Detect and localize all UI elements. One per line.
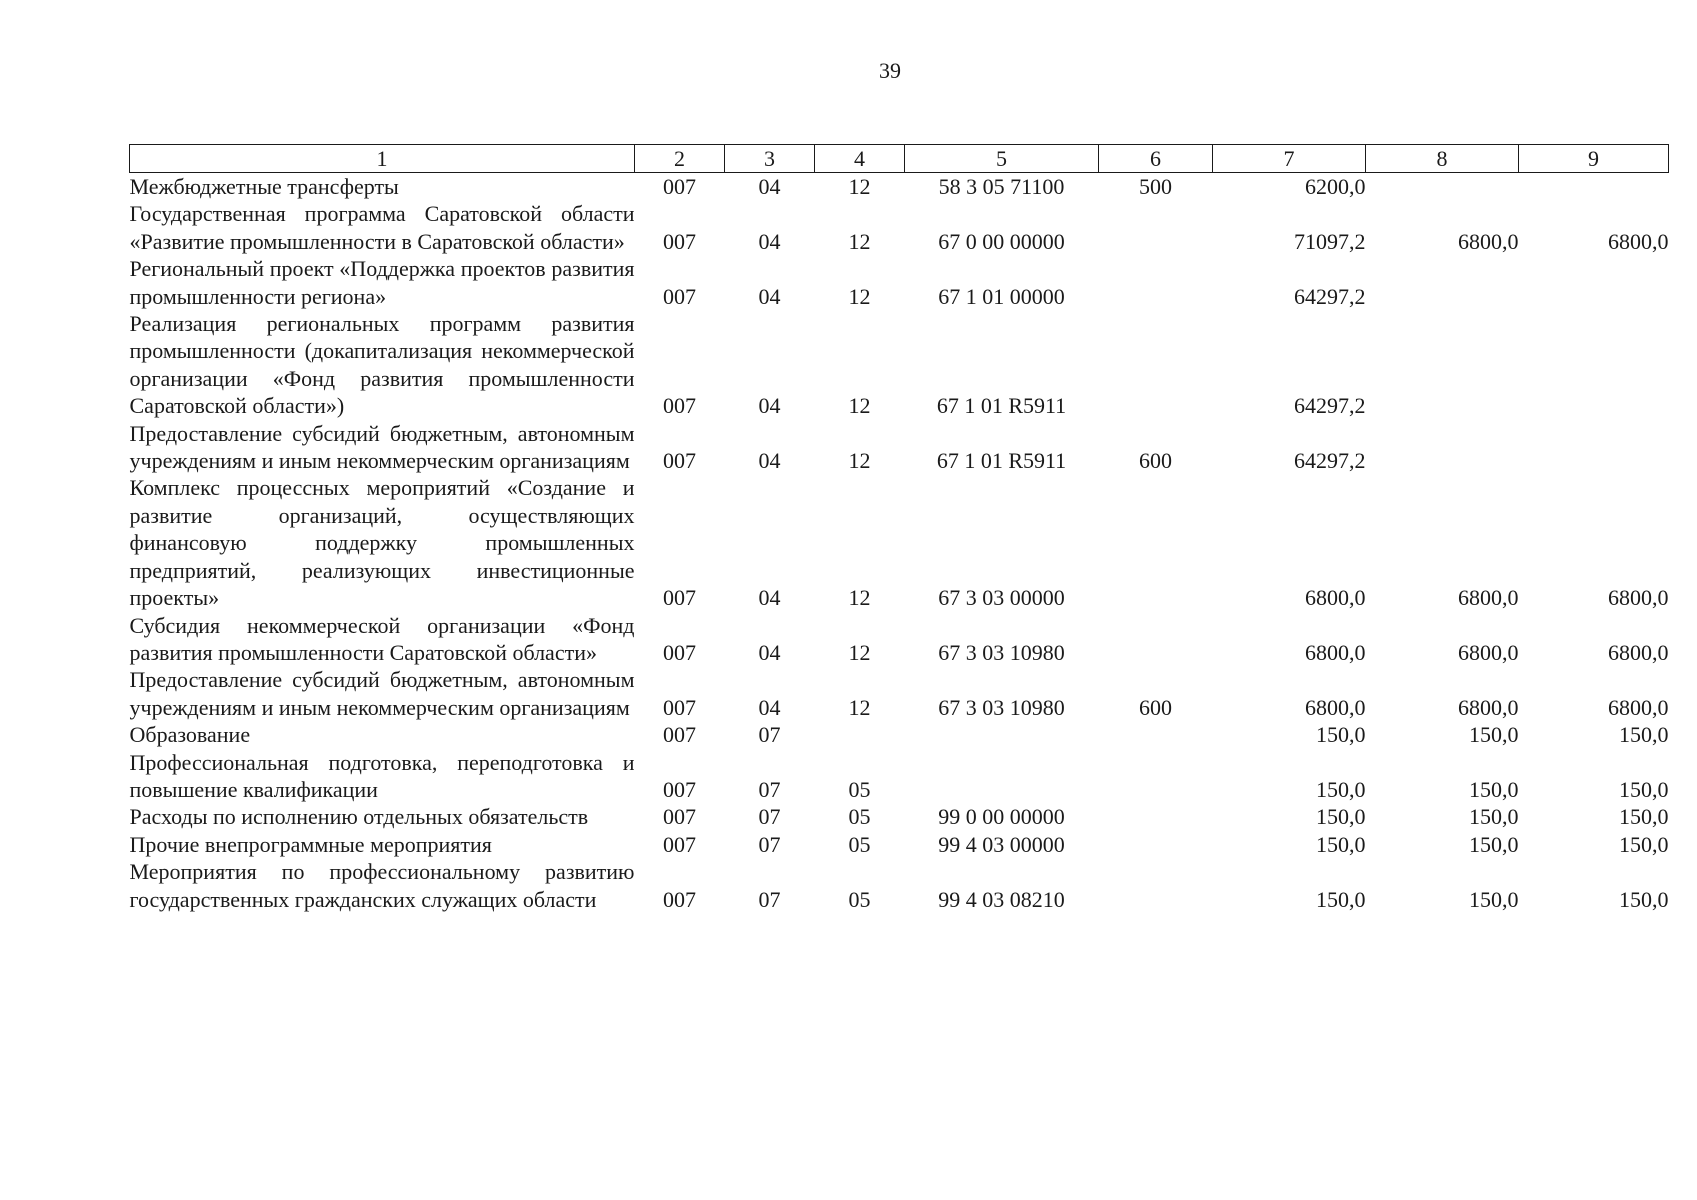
- expense-name: Предоставление субсидий бюджетным, автономным учреждениям и иным некоммерческим организациям: [129, 667, 635, 720]
- table-row: [130, 200, 1669, 255]
- ministry-code: 007: [663, 283, 696, 309]
- ministry-code: 007: [663, 393, 696, 419]
- target-article-code: 99 4 03 00000: [938, 831, 1065, 857]
- table-row: [130, 173, 1669, 201]
- expense-name: Реализация региональных программ развития промышленности (докапитализация некоммерческой организации «Фонд развития промышленности Саратовской области»): [129, 311, 635, 419]
- subsection-code: 12: [848, 448, 871, 474]
- amount-col-9: 150,0: [1619, 804, 1669, 830]
- subsection-code: 12: [848, 694, 871, 720]
- amount-col-8: 150,0: [1469, 722, 1519, 748]
- amount-col-9: 6800,0: [1608, 639, 1669, 665]
- table-row: [130, 474, 1669, 611]
- table-row: [130, 612, 1669, 667]
- amount-col-8: 150,0: [1469, 886, 1519, 912]
- amount-col-8: 6800,0: [1458, 585, 1519, 611]
- target-article-code: 67 3 03 10980: [938, 694, 1065, 720]
- budget-table: [129, 144, 1669, 913]
- expense-type-code: [1099, 255, 1213, 310]
- amount-col-9: 150,0: [1619, 886, 1669, 912]
- amount-col-8: [1366, 310, 1519, 420]
- header-cell: 4: [815, 145, 905, 173]
- amount-col-7: 150,0: [1316, 886, 1366, 912]
- amount-col-7: 6800,0: [1305, 639, 1366, 665]
- target-article-code: 67 1 01 R5911: [936, 448, 1067, 474]
- expense-type-code: [1099, 858, 1213, 913]
- table-row: [130, 749, 1669, 804]
- header-cell: 2: [635, 145, 725, 173]
- section-code: 07: [758, 886, 781, 912]
- ministry-code: 007: [663, 776, 696, 802]
- ministry-code: 007: [663, 694, 696, 720]
- section-code: 07: [758, 831, 781, 857]
- amount-col-9: 6800,0: [1608, 228, 1669, 254]
- target-article-code: 67 0 00 00000: [938, 228, 1065, 254]
- target-article-code: [905, 749, 1099, 804]
- header-cell: 7: [1213, 145, 1366, 173]
- section-code: 04: [758, 283, 781, 309]
- ministry-code: 007: [663, 831, 696, 857]
- table-row: [130, 666, 1669, 721]
- table-row: [130, 310, 1669, 420]
- amount-col-9: 6800,0: [1608, 694, 1669, 720]
- amount-col-8: [1366, 420, 1519, 475]
- amount-col-7: 71097,2: [1294, 228, 1366, 254]
- subsection-code: 12: [848, 228, 871, 254]
- ministry-code: 007: [663, 448, 696, 474]
- expense-name: Профессиональная подготовка, переподготовка и повышение квалификации: [129, 749, 635, 802]
- section-code: 04: [758, 174, 781, 199]
- amount-col-7: 150,0: [1316, 776, 1366, 802]
- ministry-code: 007: [663, 228, 696, 254]
- ministry-code: 007: [663, 585, 696, 611]
- amount-col-9: 150,0: [1619, 722, 1669, 748]
- expense-name: Мероприятия по профессиональному развитию государственных гражданских служащих области: [129, 859, 635, 912]
- expense-type-code: 600: [1139, 694, 1172, 720]
- amount-col-9: [1519, 420, 1669, 475]
- expense-type-code: [1099, 831, 1213, 858]
- header-cell: 3: [725, 145, 815, 173]
- target-article-code: 58 3 05 71100: [938, 174, 1065, 199]
- header-cell: 5: [905, 145, 1099, 173]
- header-cell: 9: [1519, 145, 1669, 173]
- amount-col-8: 150,0: [1469, 776, 1519, 802]
- subsection-code: 12: [848, 283, 871, 309]
- header-cell: 8: [1366, 145, 1519, 173]
- amount-col-7: 64297,2: [1294, 283, 1366, 309]
- expense-name: Комплекс процессных мероприятий «Создание и развитие организаций, осуществляющих финансовую поддержку промышленных предприятий, реализующих инвестиционные проекты»: [129, 475, 635, 611]
- expense-name: Субсидия некоммерческой организации «Фонд развития промышленности Саратовской области»: [129, 612, 635, 665]
- target-article-code: 67 1 01 R5911: [936, 393, 1067, 419]
- amount-col-7: 6800,0: [1305, 694, 1366, 720]
- section-code: 04: [758, 228, 781, 254]
- amount-col-7: 6800,0: [1305, 585, 1366, 611]
- table-row: [130, 803, 1669, 830]
- expense-type-code: [1099, 803, 1213, 830]
- expense-type-code: [1099, 721, 1213, 748]
- amount-col-9: [1519, 310, 1669, 420]
- amount-col-8: 6800,0: [1458, 694, 1519, 720]
- section-code: 07: [758, 722, 781, 748]
- section-code: 04: [758, 585, 781, 611]
- subsection-code: 12: [848, 393, 871, 419]
- subsection-code: [815, 721, 905, 748]
- target-article-code: 99 4 03 08210: [938, 886, 1065, 912]
- amount-col-8: 6800,0: [1458, 639, 1519, 665]
- amount-col-8: 150,0: [1469, 804, 1519, 830]
- amount-col-9: 150,0: [1619, 831, 1669, 857]
- section-code: 07: [758, 804, 781, 830]
- page-number: 39: [879, 58, 901, 83]
- expense-name: Образование: [129, 722, 251, 748]
- table-body: [130, 173, 1669, 913]
- amount-col-9: 150,0: [1619, 776, 1669, 802]
- amount-col-7: 150,0: [1316, 804, 1366, 830]
- table-row: [130, 255, 1669, 310]
- target-article-code: 99 0 00 00000: [938, 804, 1065, 830]
- header-row: [130, 145, 1669, 173]
- amount-col-8: [1366, 173, 1519, 201]
- subsection-code: 05: [848, 776, 871, 802]
- table-row: [130, 721, 1669, 748]
- subsection-code: 12: [848, 174, 871, 199]
- expense-name: Региональный проект «Поддержка проектов развития промышленности региона»: [129, 256, 635, 309]
- expense-type-code: 500: [1139, 174, 1172, 199]
- subsection-code: 12: [848, 639, 871, 665]
- expense-type-code: [1099, 474, 1213, 611]
- expense-type-code: [1099, 612, 1213, 667]
- section-code: 04: [758, 694, 781, 720]
- subsection-code: 12: [848, 585, 871, 611]
- amount-col-9: [1519, 173, 1669, 201]
- expense-name: Межбюджетные трансферты: [129, 174, 399, 199]
- section-code: 07: [758, 776, 781, 802]
- table-row: [130, 831, 1669, 858]
- target-article-code: 67 1 01 00000: [938, 283, 1065, 309]
- expense-type-code: [1099, 749, 1213, 804]
- expense-name: Прочие внепрограммные мероприятия: [129, 831, 492, 857]
- amount-col-7: 64297,2: [1294, 393, 1366, 419]
- expense-type-code: [1099, 310, 1213, 420]
- subsection-code: 05: [848, 804, 871, 830]
- amount-col-7: 64297,2: [1294, 448, 1366, 474]
- ministry-code: 007: [663, 804, 696, 830]
- target-article-code: [905, 721, 1099, 748]
- subsection-code: 05: [848, 831, 871, 857]
- amount-col-8: 150,0: [1469, 831, 1519, 857]
- expense-name: Предоставление субсидий бюджетным, автономным учреждениям и иным некоммерческим организациям: [129, 420, 635, 474]
- amount-col-7: 6200,0: [1305, 174, 1366, 199]
- amount-col-7: 150,0: [1316, 831, 1366, 857]
- target-article-code: 67 3 03 10980: [938, 639, 1065, 665]
- expense-type-code: [1099, 200, 1213, 255]
- ministry-code: 007: [663, 886, 696, 912]
- amount-col-9: [1519, 255, 1669, 310]
- section-code: 04: [758, 393, 781, 419]
- amount-col-7: 150,0: [1316, 722, 1366, 748]
- table-row: [130, 858, 1669, 913]
- table-row: [130, 420, 1669, 475]
- subsection-code: 05: [848, 886, 871, 912]
- section-code: 04: [758, 639, 781, 665]
- ministry-code: 007: [663, 639, 696, 665]
- amount-col-8: [1366, 255, 1519, 310]
- ministry-code: 007: [663, 174, 696, 199]
- expense-type-code: 600: [1139, 448, 1172, 474]
- expense-name: Расходы по исполнению отдельных обязательств: [129, 804, 589, 830]
- expense-name: Государственная программа Саратовской области «Развитие промышленности в Саратовской области»: [129, 201, 635, 254]
- target-article-code: 67 3 03 00000: [938, 585, 1065, 611]
- amount-col-8: 6800,0: [1458, 228, 1519, 254]
- header-cell: 6: [1099, 145, 1213, 173]
- section-code: 04: [758, 448, 781, 474]
- amount-col-9: 6800,0: [1608, 585, 1669, 611]
- header-cell: 1: [130, 145, 635, 173]
- ministry-code: 007: [663, 722, 696, 748]
